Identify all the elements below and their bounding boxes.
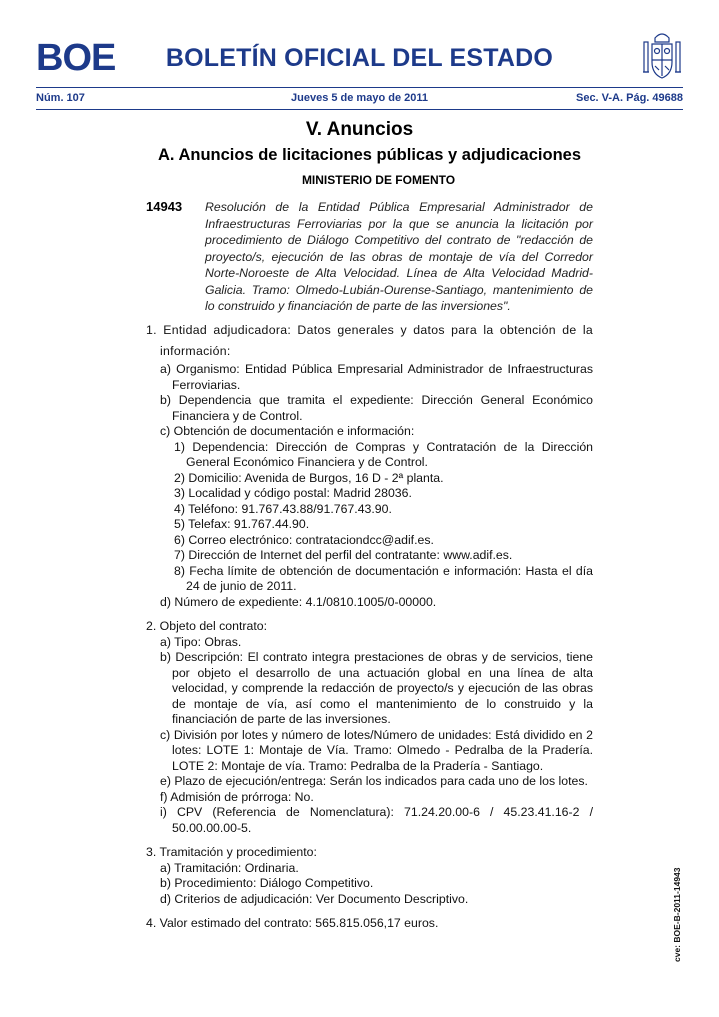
item-1c-6: 6) Correo electrónico: contrataciondcc@adif.es. [174, 532, 434, 547]
item-3a: a) Tramitación: Ordinaria. [160, 860, 299, 875]
item-2f: f) Admisión de prórroga: No. [160, 789, 314, 804]
item-1d: d) Número de expediente: 4.1/0810.1005/0-00000. [160, 594, 437, 609]
item-1c-2: 2) Domicilio: Avenida de Burgos, 16 D - 2ª planta. [174, 470, 444, 485]
item-1c-3: 3) Localidad y código postal: Madrid 28036. [174, 486, 412, 500]
item-1c-7: 7) Dirección de Internet del perfil del contratante: www.adif.es. [174, 548, 513, 562]
coat-of-arms-icon [641, 30, 683, 82]
resolution-text: Resolución de la Entidad Pública Empresarial Administrador de Infraestructuras Ferroviarias por la que se anuncia la licitación por procedimiento de Diálogo Competitivo del contrato de "redacción de proyecto/s, ejecución de las obras de montaje de vía del Corredor Norte-Noroeste de Alta Velocidad. Línea de Alta Velocidad Madrid-Galicia. Tramo: Olmedo-Lubián-Ourense-Santiago, mantenimiento de lo construido y financiación de parte de las inversiones". [205, 200, 593, 313]
header-rule-bottom [36, 109, 683, 110]
cve-identifier: cve: BOE-B-2011-14943 [672, 867, 682, 962]
section-page: Sec. V-A. Pág. 49688 [575, 92, 683, 104]
issue-date: Jueves 5 de mayo de 2011 [291, 92, 428, 104]
item-1c-4: 4) Teléfono: 91.767.43.88/91.767.43.90. [174, 501, 392, 516]
section-title: V. Anuncios [305, 119, 414, 140]
item-1a: a) Organismo: Entidad Pública Empresarial Administrador de Infraestructuras Ferroviarias. [160, 362, 593, 392]
gazette-title: BOLETÍN OFICIAL DEL ESTADO [165, 44, 554, 72]
header-rule-top [36, 87, 683, 88]
item-2i: i) CPV (Referencia de Nomenclatura): 71.24.20.00-6 / 45.23.41.16-2 / 50.00.00.00-5. [160, 805, 593, 835]
ministry-name: MINISTERIO DE FOMENTO [301, 173, 456, 187]
item-2e: e) Plazo de ejecución/entrega: Serán los indicados para cada uno de los lotes. [160, 774, 588, 788]
item-2b: b) Descripción: El contrato integra prestaciones de obras y de servicios, tiene por objeto el desarrollo de una actuación global en una línea de alta velocidad, y comprende la redacción de proyecto/s y ejecución de las obras de montaje de vía, así como el mantenimiento de lo construido y la financiación de parte de las inversiones. [160, 650, 593, 726]
item-2c: c) División por lotes y número de lotes/Número de unidades: Está dividido en 2 lotes: LOTE 1: Montaje de Vía. Tramo: Olmedo - Pedralba de la Pradería. LOTE 2: Montaje de vía. Tramo: Pedralba de la Pradería - Santiago. [160, 727, 593, 773]
item-1c-5: 5) Telefax: 91.767.44.90. [174, 517, 310, 531]
item-3d: d) Criterios de adjudicación: Ver Documento Descriptivo. [160, 891, 469, 906]
section-4-heading: 4. Valor estimado del contrato: 565.815.056,17 euros. [146, 916, 439, 930]
issue-number: Núm. 107 [36, 92, 85, 104]
announcement-body [146, 320, 593, 932]
item-1c-8: 8) Fecha límite de obtención de documentación e información: Hasta el día 24 de junio de 2011. [174, 563, 593, 593]
boe-logo-text: BOE [36, 37, 116, 79]
item-1c-1: 1) Dependencia: Dirección de Compras y Contratación de la Dirección General Económico Financiera y de Control. [174, 439, 593, 469]
section-1-heading: 1. Entidad adjudicadora: Datos generales y datos para la obtención de la información: [146, 323, 593, 358]
item-3b: b) Procedimiento: Diálogo Competitivo. [160, 876, 374, 890]
subsection-title: A. Anuncios de licitaciones públicas y adjudicaciones [158, 146, 582, 164]
item-1c: c) Obtención de documentación e información: [160, 424, 415, 438]
section-3-heading: 3. Tramitación y procedimiento: [146, 845, 317, 859]
item-2a: a) Tipo: Obras. [160, 634, 242, 649]
item-1b: b) Dependencia que tramita el expediente: Dirección General Económico Financiera y de Control. [160, 393, 593, 423]
section-2-heading: 2. Objeto del contrato: [146, 619, 267, 633]
announcement-number: 14943 [146, 199, 183, 214]
